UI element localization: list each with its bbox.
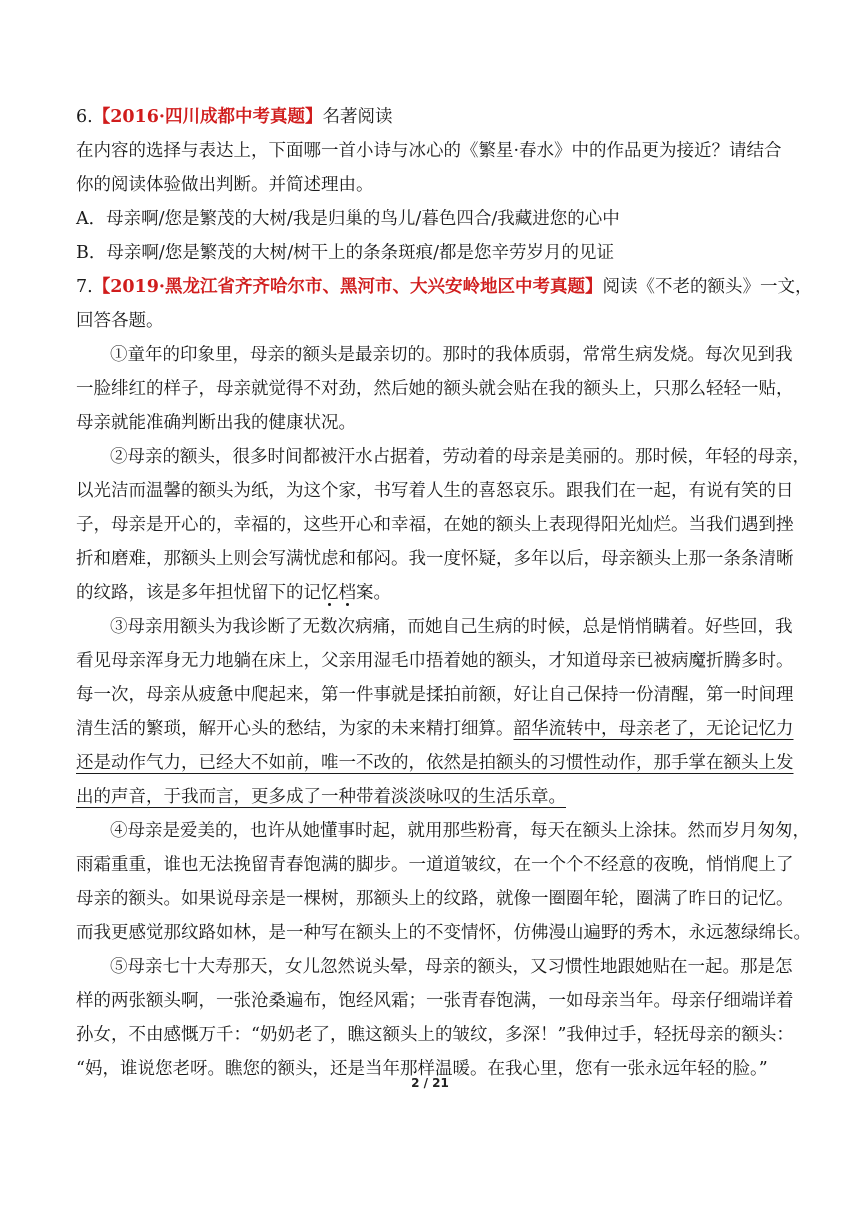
q7-number: 7. [76,277,93,297]
paragraph-1-line: 母亲就能准确判断出我的健康状况。 [76,413,356,433]
q6-option-b: B．母亲啊/您是繁茂的大树/树干上的条条斑痕/都是您辛劳岁月的见证 [76,243,615,263]
paragraph-1-line: 一脸绯红的样子，母亲就觉得不对劲，然后她的额头就会贴在我的额头上，只那么轻轻一贴， [76,379,794,399]
q6-stem-line: 在内容的选择与表达上，下面哪一首小诗与冰心的《繁星·春水》中的作品更为接近？请结合 [76,141,782,161]
paragraph-4-line: 而我更感觉那纹路如林，是一种写在额头上的不变情怀，仿佛漫山遍野的秀木，永远葱绿绵长。 [76,923,811,943]
underlined-sentence: 还是动作气力，已经大不如前，唯一不改的，依然是拍额头的习惯性动作，那手掌在额头上发 [76,753,794,773]
q7-heading [76,270,813,304]
underlined-sentence: 出的声音，于我而言，更多成了一种带着淡淡咏叹的生活乐章。 [76,787,566,807]
paragraph-3-line: ③母亲用额头为我诊断了无数次病痛，而她自己生病的时候，总是悄悄瞒着。好些回，我 [110,617,793,637]
paragraph-2-line: ②母亲的额头，很多时间都被汗水占据着，劳动着的母亲是美丽的。那时候，年轻的母亲， [110,447,810,467]
q6-source: 【2016·四川成都中考真题】 [92,107,323,127]
paragraph-4-line: ④母亲是爱美的，也许从她懂事时起，就用那些粉膏，每天在额头上涂抹。然而岁月匆匆， [110,821,810,841]
q7-source: 【2019·黑龙江省齐齐哈尔市、黑河市、大兴安岭地区中考真题】 [92,277,603,297]
paragraph-5-line: ⑤母亲七十大寿那天，女儿忽然说头晕，母亲的额头，又习惯性地跟她贴在一起。那是怎 [110,957,793,977]
paragraph-3-line [76,712,794,746]
emphasis-dot-char: 档 [338,583,356,603]
paragraph-2-last-line [76,576,786,610]
paragraph-3-line [76,746,794,780]
paragraph-3-line: 看见母亲浑身无力地躺在床上，父亲用湿毛巾捂着她的额头，才知道母亲已被病魔折腾多时。 [76,651,794,671]
q6-stem-line: 你的阅读体验做出判断。并简述理由。 [76,175,374,195]
paragraph-2-line: 折和磨难，那额头上则会写满忧虑和郁闷。我一度怀疑，多年以后，母亲额头上那一条条清晰 [76,549,794,569]
page-number: 2 / 21 [411,1076,449,1090]
paragraph-2-text: 的纹路，该是多年担忧留下的记 [76,583,321,603]
document-content [76,100,813,1086]
paragraph-3-text: 清生活的繁琐，解开心头的愁结，为家的未来精打细算。 [76,719,514,739]
paragraph-4-line: 雨霜重重，谁也无法挽留青春饱满的脚步。一道道皱纹，在一个个不经意的夜晚，悄悄爬上了 [76,855,794,875]
paragraph-4-line: 母亲的额头。如果说母亲是一棵树，那额头上的纹路，就像一圈圈年轮，圈满了昨日的记忆。 [76,889,794,909]
q6-title: 名著阅读 [322,107,393,127]
q6-heading [76,100,786,134]
paragraph-3-line: 每一次，母亲从疲惫中爬起来，第一件事就是揉拍前额，好让自己保持一份清醒，第一时间理 [76,685,794,705]
q7-heading-rest: 阅读《不老的额头》一文， [602,277,813,297]
paragraph-2-line: 以光洁而温馨的额头为纸，为这个家，书写着人生的喜怒哀乐。跟我们在一起，有说有笑的日 [76,481,794,501]
paragraph-5-line: 孙女，不由感慨万千：“奶奶老了，瞧这额头上的皱纹，多深！”我伸过手，轻抚母亲的额头： [76,1025,794,1045]
emphasis-dot-char: 忆 [321,583,339,603]
q6-number: 6. [76,107,93,127]
q7-heading-line2: 回答各题。 [76,311,164,331]
paragraph-2-text: 案。 [356,583,391,603]
underlined-sentence: 韶华流转中，母亲老了，无论记忆力 [513,719,794,739]
paragraph-2-line: 子，母亲是开心的，幸福的，这些开心和幸福，在她的额头上表现得阳光灿烂。当我们遇到挫 [76,515,794,535]
paragraph-5-line: “妈，谁说您老呀。瞧您的额头，还是当年那样温暖。在我心里，您有一张永远年轻的脸。” [76,1059,768,1079]
paragraph-3-line [76,780,786,814]
paragraph-5-line: 样的两张额头啊，一张沧桑遍布，饱经风霜；一张青春饱满，一如母亲当年。母亲仔细端详着 [76,991,794,1011]
paragraph-1-line: ①童年的印象里，母亲的额头是最亲切的。那时的我体质弱，常常生病发烧。每次见到我 [110,345,793,365]
q6-option-a: A．母亲啊/您是繁茂的大树/我是归巢的鸟儿/暮色四合/我藏进您的心中 [76,209,620,229]
